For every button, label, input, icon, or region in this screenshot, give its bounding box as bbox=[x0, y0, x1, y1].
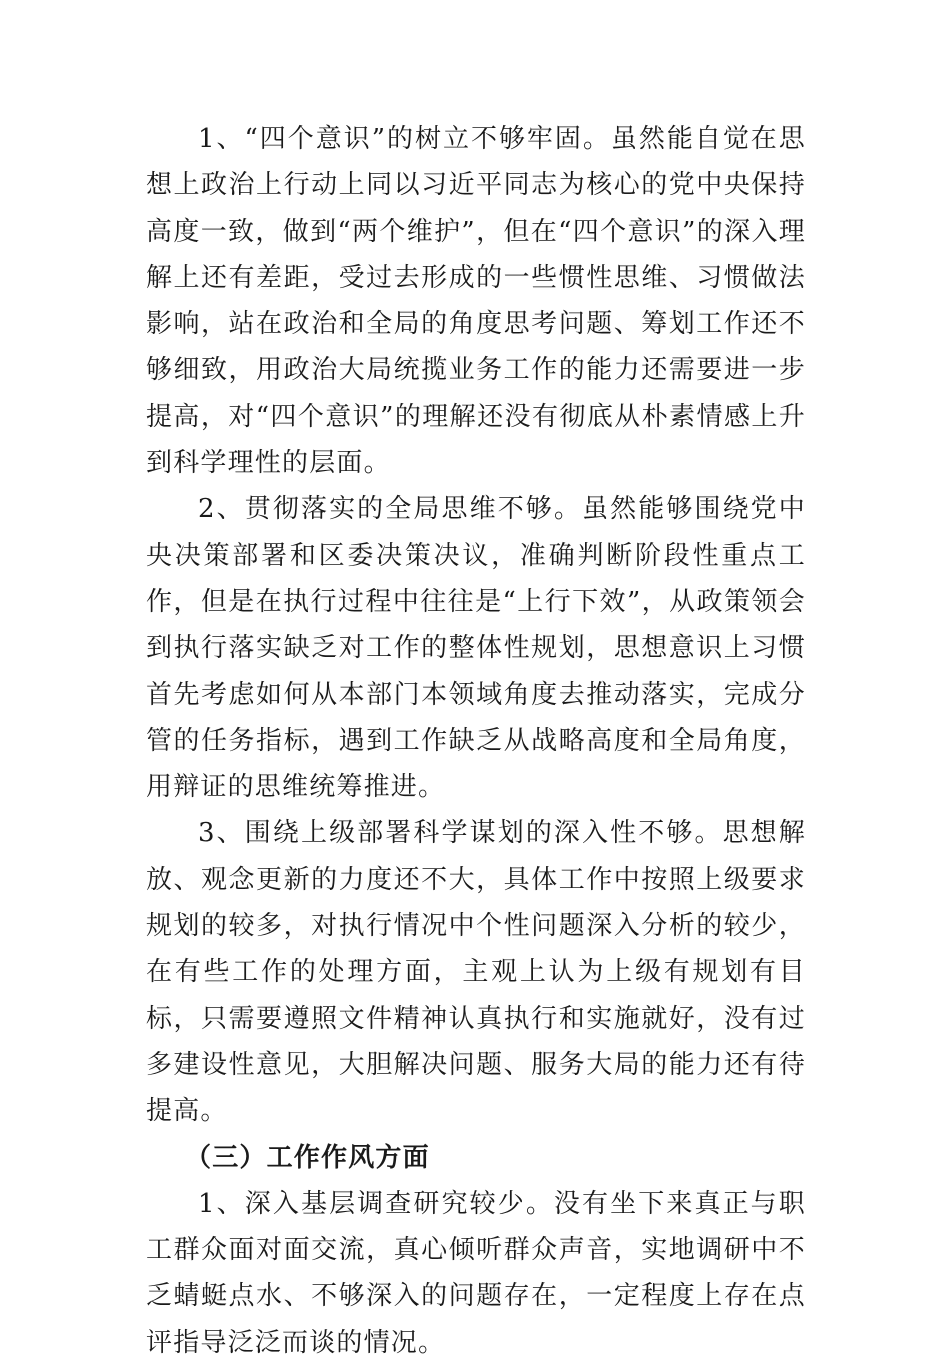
paragraph-grassroots-research: 1、深入基层调查研究较少。没有坐下来真正与职工群众面对面交流，真心倾听群众声音，实地调研中不乏蜻蜓点水、不够深入的问题存在，一定程度上存在点评指导泛泛而谈的情况。 bbox=[146, 1188, 806, 1358]
paragraph-overall-thinking: 2、贯彻落实的全局思维不够。虽然能够围绕党中央决策部署和区委决策决议，准确判断阶段性重点工作，但是在执行过程中往往是“上行下效”，从政策领会到执行落实缺乏对工作的整体性规划，思想意识上习惯首先考虑如何从本部门本领域角度去推动落实，完成分管的任务指标，遇到工作缺乏从战略高度和全局角度，用辩证的思维统筹推进。 bbox=[146, 494, 806, 803]
paragraph-four-consciousness: 1、“四个意识”的树立不够牢固。虽然能自觉在思想上政治上行动上同以习近平同志为核心的党中央保持高度一致，做到“两个维护”，但在“四个意识”的深入理解上还有差距，受过去形成的一些惯性思维、习惯做法影响，站在政治和全局的角度思考问题、筹划工作还不够细致，用政治大局统揽业务工作的能力还需要进一步提高，对“四个意识”的理解还没有彻底从朴素情感上升到科学理性的层面。 bbox=[146, 124, 806, 479]
section-heading-work-style: （三）工作作风方面 bbox=[185, 1142, 430, 1173]
document-body bbox=[146, 116, 806, 1366]
paragraph-scientific-planning: 3、围绕上级部署科学谋划的深入性不够。思想解放、观念更新的力度还不大，具体工作中按照上级要求规划的较多，对执行情况中个性问题深入分析的较少，在有些工作的处理方面，主观上认为上级有规划有目标，只需要遵照文件精神认真执行和实施就好，没有过多建设性意见，大胆解决问题、服务大局的能力还有待提高。 bbox=[146, 818, 806, 1127]
